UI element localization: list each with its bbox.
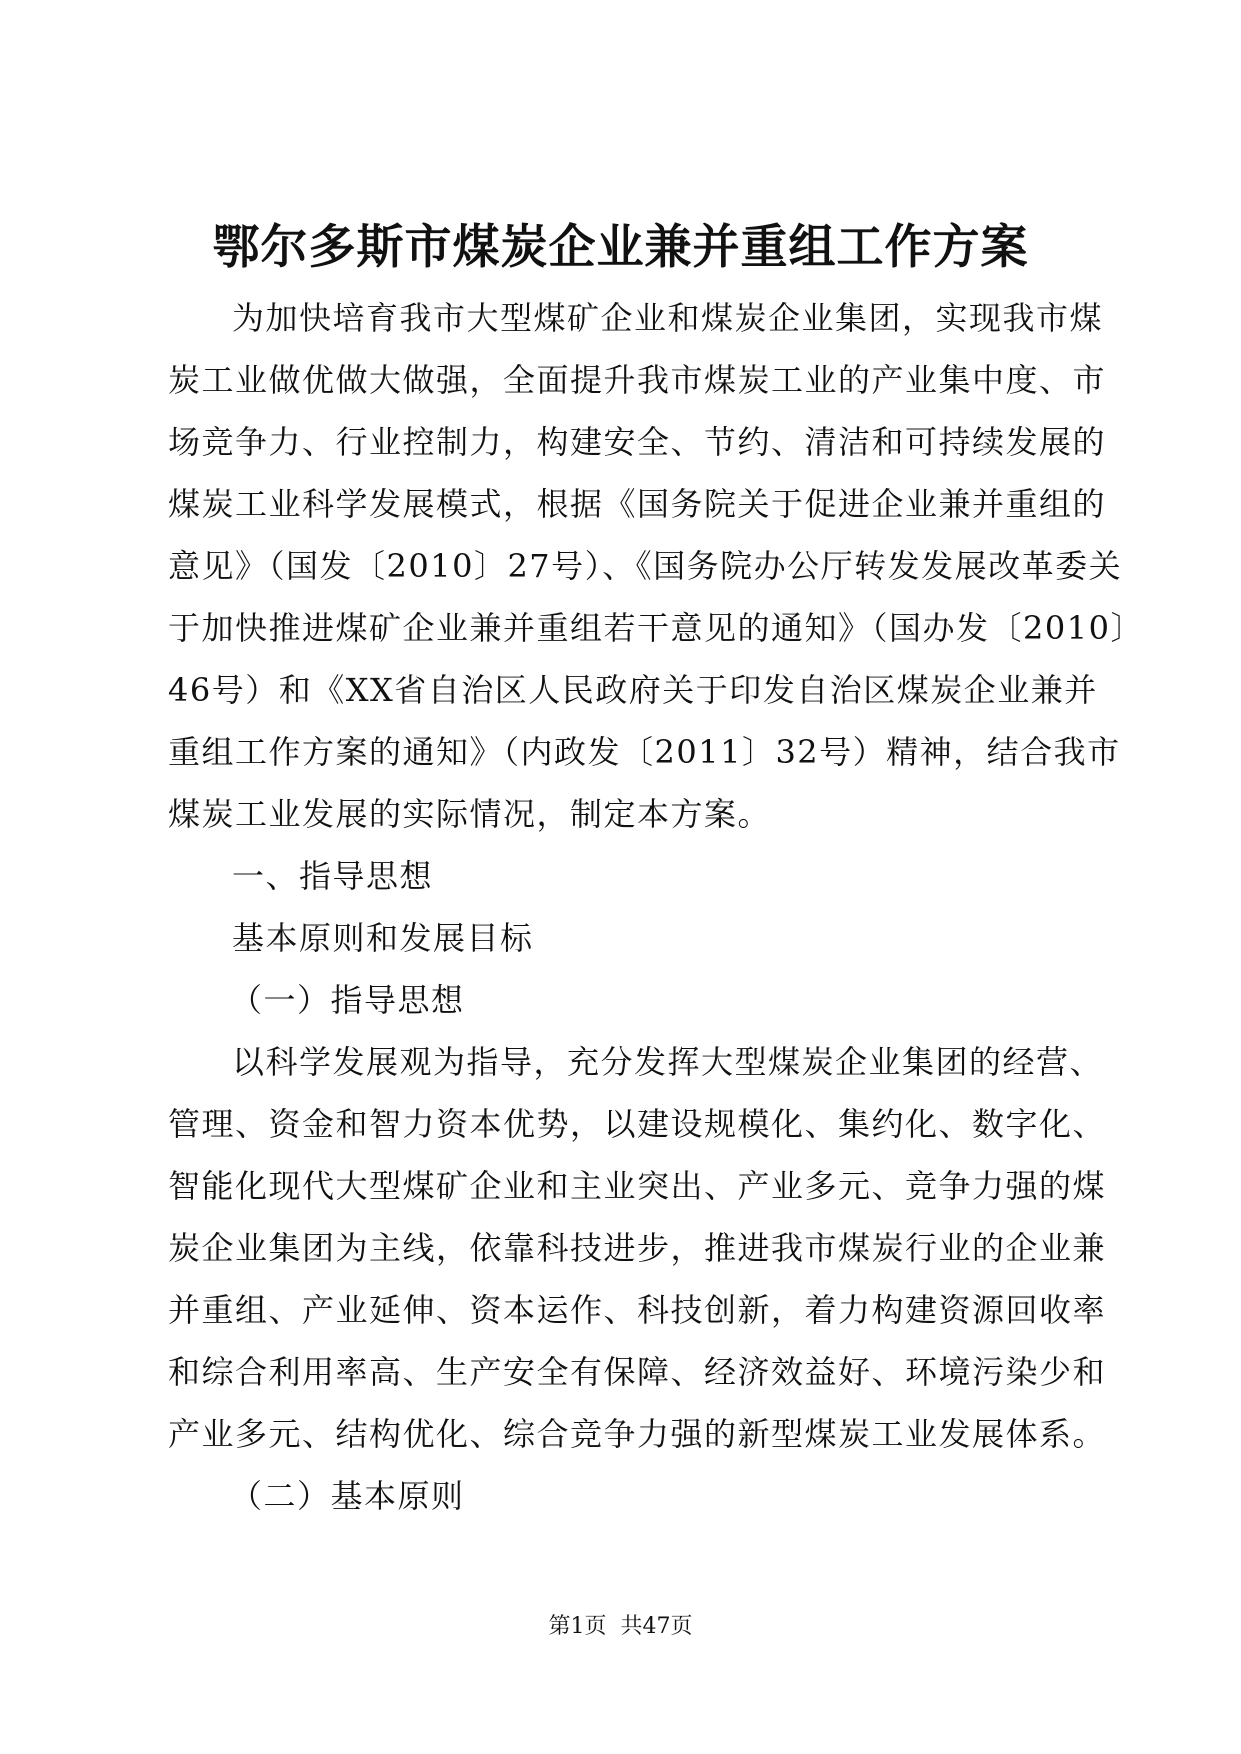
body-line: 以科学发展观为指导，充分发挥大型煤炭企业集团的经营、: [232, 1043, 1104, 1081]
body-line: 为加快培育我市大型煤矿企业和煤炭企业集团，实现我市煤: [232, 299, 1104, 337]
body-line: 46号）和《XX省自治区人民政府关于印发自治区煤炭企业兼并: [168, 671, 1098, 709]
section-heading: 一、指导思想: [232, 857, 434, 895]
body-line: 和综合利用率高、生产安全有保障、经济效益好、环境污染少和: [168, 1353, 1107, 1391]
body-line: 煤炭工业科学发展模式，根据《国务院关于促进企业兼并重组的: [168, 485, 1107, 523]
section-subheading: 基本原则和发展目标: [232, 919, 534, 957]
body-line: 炭企业集团为主线，依靠科技进步，推进我市煤炭行业的企业兼: [168, 1229, 1107, 1267]
body-line: 场竞争力、行业控制力，构建安全、节约、清洁和可持续发展的: [168, 423, 1107, 461]
body-line: 产业多元、结构优化、综合竞争力强的新型煤炭工业发展体系。: [168, 1415, 1107, 1453]
body-line: 并重组、产业延伸、资本运作、科技创新，着力构建资源回收率: [168, 1291, 1107, 1329]
body-line: 管理、资金和智力资本优势，以建设规模化、集约化、数字化、: [168, 1105, 1107, 1143]
subsection-heading: （二）基本原则: [230, 1477, 465, 1515]
page-total: 共47页: [620, 1614, 693, 1639]
body-line: 意见》（国发〔2010〕27号）、《国务院办公厅转发发展改革委关: [168, 547, 1123, 585]
body-line: 重组工作方案的通知》（内政发〔2011〕32号）精神，结合我市: [168, 733, 1121, 771]
body-line: 煤炭工业发展的实际情况，制定本方案。: [168, 795, 772, 833]
body-line: 炭工业做优做大做强，全面提升我市煤炭工业的产业集中度、市: [168, 361, 1107, 399]
page-footer: [0, 1612, 1241, 1642]
subsection-heading: （一）指导思想: [230, 981, 465, 1019]
body-line: 智能化现代大型煤矿企业和主业突出、产业多元、竞争力强的煤: [168, 1167, 1107, 1205]
document-title: 鄂尔多斯市煤炭企业兼并重组工作方案: [212, 220, 1029, 275]
body-line: 于加快推进煤矿企业兼并重组若干意见的通知》（国办发〔2010〕: [168, 609, 1144, 647]
page-number: 第1页: [548, 1614, 607, 1639]
document-body: [168, 287, 1144, 1527]
